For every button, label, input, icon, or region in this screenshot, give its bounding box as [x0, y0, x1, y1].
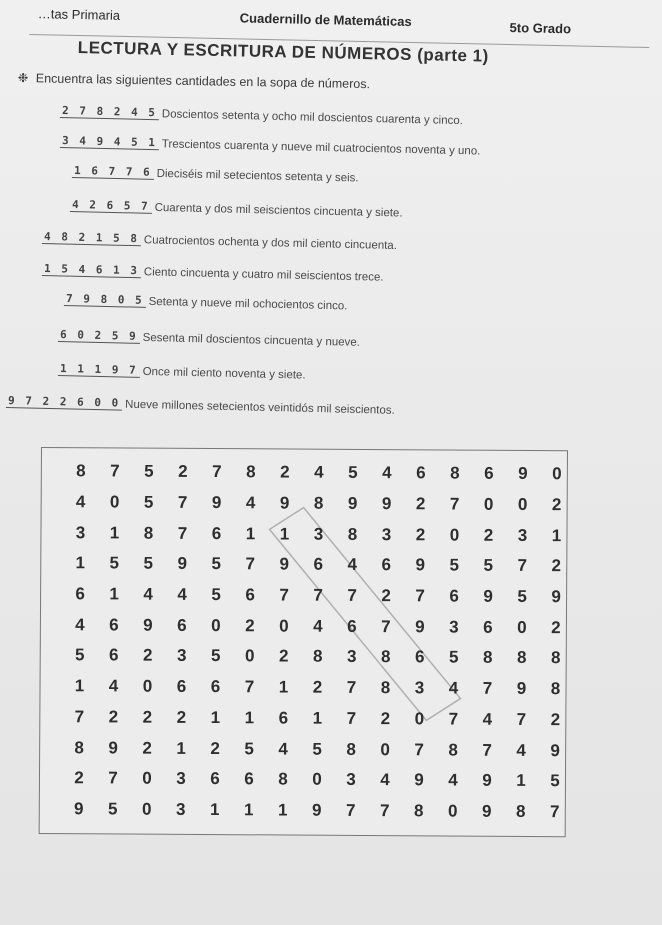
- item-text: Once mil ciento noventa y siete.: [142, 365, 306, 382]
- grid-cell[interactable]: 8: [246, 462, 256, 482]
- list-item: [6, 394, 395, 423]
- grid-cell[interactable]: 5: [244, 738, 254, 758]
- grid-cell[interactable]: 7: [177, 523, 188, 543]
- grid-cell[interactable]: 2: [483, 525, 494, 545]
- page-title: LECTURA Y ESCRITURA DE NÚMEROS (parte 1): [77, 38, 489, 66]
- grid-cell[interactable]: 7: [345, 800, 356, 820]
- grid-cell[interactable]: 5: [211, 554, 222, 574]
- list-item: [72, 164, 359, 190]
- grid-cell[interactable]: 3: [346, 647, 357, 667]
- grid-cell[interactable]: 4: [448, 678, 459, 698]
- grid-cell[interactable]: 7: [212, 462, 222, 482]
- grid-cell[interactable]: 7: [346, 678, 357, 698]
- grid-cell[interactable]: 2: [312, 677, 323, 697]
- grid-cell[interactable]: 7: [108, 768, 118, 788]
- grid-cell[interactable]: 2: [551, 495, 562, 515]
- grid-cell[interactable]: 1: [279, 524, 290, 544]
- item-text: Dieciséis mil setecientos setenta y seis.: [156, 167, 359, 185]
- grid-cell[interactable]: 7: [245, 554, 256, 574]
- grid-cell[interactable]: 8: [313, 493, 324, 513]
- grid-cell[interactable]: 8: [76, 461, 86, 481]
- grid-cell[interactable]: 9: [177, 554, 188, 574]
- item-text: Setenta y nueve mil ochocientos cinco.: [148, 295, 348, 313]
- grid-cell[interactable]: 9: [415, 555, 426, 575]
- grid-cell[interactable]: 6: [278, 708, 289, 728]
- grid-cell[interactable]: 2: [380, 708, 391, 728]
- grid-cell[interactable]: 1: [516, 771, 526, 791]
- grid-cell[interactable]: 0: [244, 646, 255, 666]
- grid-cell[interactable]: 7: [346, 708, 357, 728]
- list-item: [64, 292, 348, 318]
- grid-cell[interactable]: 3: [176, 646, 187, 666]
- grid-cell[interactable]: 0: [211, 615, 221, 635]
- grid-cell[interactable]: 3: [381, 524, 392, 544]
- grid-cell[interactable]: 1: [109, 523, 120, 543]
- grid-cell[interactable]: 9: [482, 770, 492, 790]
- grid-cell[interactable]: 6: [483, 617, 493, 637]
- grid-cell[interactable]: 0: [109, 492, 120, 512]
- grid-cell[interactable]: 8: [550, 648, 561, 668]
- grid-cell[interactable]: 6: [244, 769, 254, 789]
- grid-cell[interactable]: 2: [381, 586, 391, 606]
- instruction: [18, 70, 618, 95]
- grid-cell[interactable]: 9: [381, 494, 392, 514]
- grid-cell[interactable]: 8: [515, 801, 526, 821]
- grid-cell[interactable]: 9: [414, 770, 424, 790]
- grid-cell[interactable]: 5: [448, 647, 459, 668]
- number-search-grid: [39, 447, 568, 837]
- grid-cell[interactable]: 9: [311, 800, 322, 820]
- grid-cell[interactable]: 1: [75, 553, 86, 573]
- grid-cell[interactable]: 3: [313, 524, 324, 544]
- grid-cell[interactable]: 0: [449, 525, 460, 545]
- grid-cell[interactable]: 6: [211, 523, 222, 543]
- grid-cell[interactable]: 7: [110, 461, 120, 481]
- grid-cell[interactable]: 1: [209, 799, 220, 820]
- grid-cell[interactable]: 8: [74, 737, 84, 757]
- grid-cell[interactable]: 0: [517, 494, 528, 515]
- answer-blank[interactable]: 3 4 9 4 5 1: [60, 134, 159, 150]
- grid-cell[interactable]: 8: [516, 648, 527, 668]
- grid-cell[interactable]: 9: [347, 493, 358, 513]
- grid-cell[interactable]: 8: [413, 801, 424, 821]
- grid-cell[interactable]: 5: [144, 461, 154, 482]
- grid-cell[interactable]: 9: [551, 587, 561, 607]
- grid-cell[interactable]: 6: [109, 615, 119, 635]
- list-item: [42, 262, 384, 290]
- grid-cell[interactable]: 7: [347, 585, 357, 606]
- list-item: [42, 230, 397, 258]
- grid-cell[interactable]: 5: [210, 646, 221, 666]
- grid-cell[interactable]: 0: [414, 709, 425, 729]
- grid-cells: [62, 456, 574, 827]
- grid-cell[interactable]: 3: [75, 522, 86, 542]
- grid-cell[interactable]: 1: [74, 676, 85, 696]
- grid-cell[interactable]: 6: [416, 463, 426, 483]
- grid-cell[interactable]: 2: [278, 646, 289, 666]
- grid-cell[interactable]: 4: [245, 493, 256, 513]
- grid-cell[interactable]: 2: [108, 707, 119, 727]
- answer-blank[interactable]: 4 8 2 1 5 8: [42, 230, 141, 246]
- grid-cell[interactable]: 4: [278, 738, 288, 759]
- grid-cell[interactable]: 3: [414, 678, 425, 698]
- grid-cell[interactable]: 6: [176, 676, 187, 697]
- grid-cell[interactable]: 5: [483, 556, 494, 576]
- grid-cell[interactable]: 4: [482, 709, 493, 729]
- item-text: Cuarenta y dos mil seiscientos cincuenta y siete.: [154, 201, 403, 220]
- grid-cell[interactable]: 4: [516, 740, 526, 760]
- grid-cell[interactable]: 4: [380, 770, 390, 790]
- grid-cell[interactable]: 5: [312, 739, 322, 759]
- grid-cell[interactable]: 9: [279, 493, 290, 513]
- grid-cell[interactable]: 0: [552, 464, 562, 484]
- grid-cell[interactable]: 7: [482, 678, 493, 698]
- grid-cell[interactable]: 7: [244, 677, 255, 697]
- grid-cell[interactable]: 7: [381, 616, 391, 636]
- grid-cell[interactable]: 7: [415, 586, 425, 606]
- grid-cell[interactable]: 2: [550, 709, 561, 730]
- grid-cell[interactable]: 5: [143, 492, 154, 512]
- flower-bullet-icon: ❉: [17, 70, 29, 86]
- grid-cell[interactable]: 2: [142, 646, 153, 666]
- grid-cell[interactable]: 3: [175, 799, 186, 819]
- grid-cell[interactable]: 5: [74, 645, 85, 665]
- grid-cell[interactable]: 9: [518, 464, 528, 484]
- answer-blank[interactable]: 1 1 1 9 7: [58, 362, 140, 378]
- item-text: Sesenta mil doscientos cincuenta y nueve.: [142, 331, 361, 349]
- grid-cell[interactable]: 2: [74, 768, 84, 788]
- grid-cell[interactable]: 7: [517, 556, 528, 576]
- grid-cell[interactable]: 7: [177, 492, 188, 512]
- grid-cell[interactable]: 9: [279, 554, 290, 574]
- grid-cell[interactable]: 6: [484, 464, 494, 484]
- grid-cell[interactable]: 9: [143, 615, 153, 635]
- answer-blank[interactable]: 1 5 4 6 1 3: [42, 262, 141, 278]
- header-grade: 5to Grado: [509, 20, 572, 37]
- grid-cell[interactable]: 3: [449, 617, 459, 637]
- grid-cell[interactable]: 4: [382, 463, 392, 483]
- grid-cell[interactable]: 7: [279, 585, 289, 605]
- grid-cell[interactable]: 4: [143, 584, 153, 604]
- grid-cell[interactable]: 3: [346, 770, 356, 790]
- grid-cell[interactable]: 5: [107, 799, 118, 819]
- grid-cell[interactable]: 6: [313, 555, 324, 575]
- grid-cell[interactable]: 8: [346, 739, 356, 759]
- grid-cell[interactable]: 0: [312, 769, 322, 789]
- grid-cell[interactable]: 1: [277, 800, 288, 820]
- grid-cell[interactable]: 4: [108, 676, 119, 696]
- grid-cell[interactable]: 0: [447, 801, 458, 821]
- grid-cell[interactable]: 4: [448, 770, 458, 790]
- grid-cell[interactable]: 2: [210, 738, 220, 758]
- grid-cell[interactable]: 7: [549, 802, 560, 822]
- grid-cell[interactable]: 8: [550, 679, 561, 699]
- grid-cell[interactable]: 5: [348, 463, 358, 483]
- grid-cell[interactable]: 2: [415, 525, 426, 545]
- grid-cell[interactable]: 9: [108, 737, 118, 758]
- grid-cell[interactable]: 0: [141, 799, 152, 819]
- grid-cell[interactable]: 8: [143, 523, 154, 543]
- answer-blank[interactable]: 6 0 2 5 9: [58, 328, 140, 344]
- grid-cell[interactable]: 2: [178, 462, 188, 482]
- grid-cell[interactable]: 2: [280, 462, 290, 482]
- grid-cell[interactable]: 2: [142, 738, 152, 758]
- grid-cell[interactable]: 7: [448, 709, 459, 729]
- grid-cell[interactable]: 6: [177, 615, 187, 635]
- grid-cell[interactable]: 2: [551, 617, 561, 637]
- grid-cell[interactable]: 4: [75, 614, 85, 635]
- grid-cell[interactable]: 8: [450, 463, 460, 483]
- grid-cell[interactable]: 6: [210, 769, 220, 789]
- grid-cell[interactable]: 9: [481, 801, 492, 821]
- item-text: Doscientos setenta y ocho mil doscientos cuarenta y cinco.: [161, 108, 464, 128]
- grid-cell[interactable]: 2: [415, 494, 426, 514]
- grid-cell[interactable]: 6: [347, 616, 357, 636]
- grid-cell[interactable]: 6: [210, 677, 221, 697]
- grid-cell[interactable]: 4: [177, 584, 187, 604]
- grid-cell[interactable]: 7: [74, 707, 85, 727]
- grid-cell[interactable]: 0: [142, 676, 153, 696]
- item-text: Trescientos cuarenta y nueve mil cuatrocientos noventa y uno.: [161, 138, 481, 158]
- answer-blank[interactable]: 9 7 2 2 6 0 0: [6, 394, 122, 411]
- grid-cell[interactable]: 5: [449, 555, 460, 575]
- list-item: [58, 328, 360, 355]
- grid-cell[interactable]: 9: [550, 740, 560, 760]
- grid-cell[interactable]: 7: [313, 585, 323, 605]
- grid-cell[interactable]: 6: [381, 555, 392, 575]
- grid-cell[interactable]: 6: [75, 584, 85, 604]
- grid-cell[interactable]: 9: [483, 586, 493, 606]
- grid-cell[interactable]: 5: [517, 587, 527, 607]
- grid-cell[interactable]: 7: [482, 740, 492, 760]
- grid-cell[interactable]: 8: [312, 647, 323, 667]
- grid-cell[interactable]: 9: [516, 679, 527, 699]
- header-school-level: …tas Primaria: [37, 6, 121, 23]
- grid-cell[interactable]: 1: [278, 677, 289, 697]
- instruction-text: Encuentra las siguientes cantidades en la sopa de números.: [35, 71, 371, 92]
- grid-cell[interactable]: 5: [109, 553, 120, 573]
- grid-cell[interactable]: 9: [73, 799, 84, 819]
- grid-cell[interactable]: 1: [243, 800, 254, 820]
- item-text: Cuatrocientos ochenta y dos mil ciento cincuenta.: [143, 234, 398, 253]
- grid-cell[interactable]: 2: [551, 556, 562, 576]
- grid-cell[interactable]: 0: [279, 616, 289, 636]
- grid-cell[interactable]: 0: [483, 494, 494, 514]
- grid-cell[interactable]: 4: [75, 492, 86, 512]
- grid-cell[interactable]: 8: [448, 740, 458, 760]
- answer-blank[interactable]: 1 6 7 7 6: [72, 164, 154, 180]
- grid-cell[interactable]: 7: [379, 800, 390, 821]
- grid-cell[interactable]: 8: [380, 678, 391, 698]
- answer-blank[interactable]: 7 9 8 0 5: [64, 292, 146, 308]
- grid-cell[interactable]: 6: [414, 647, 425, 667]
- grid-cell[interactable]: 1: [312, 708, 323, 728]
- grid-cell[interactable]: 5: [143, 554, 154, 574]
- grid-cell[interactable]: 0: [517, 617, 527, 637]
- grid-cell[interactable]: 1: [210, 707, 221, 727]
- list-item: [60, 104, 463, 133]
- grid-cell[interactable]: 5: [211, 585, 221, 605]
- grid-cell[interactable]: 6: [449, 586, 459, 606]
- grid-cell[interactable]: 9: [211, 493, 222, 513]
- grid-cell[interactable]: 7: [414, 739, 424, 759]
- grid-cell[interactable]: 6: [108, 645, 119, 665]
- grid-cell[interactable]: 8: [347, 524, 358, 544]
- grid-cell[interactable]: 0: [142, 768, 152, 788]
- grid-cell[interactable]: 1: [109, 584, 119, 604]
- item-text: Nueve millones setecientos veintidós mil seiscientos.: [124, 398, 395, 417]
- answer-blank[interactable]: 2 7 8 2 4 5: [60, 104, 159, 120]
- list-item: [60, 134, 481, 164]
- grid-cell[interactable]: 8: [278, 769, 288, 789]
- grid-cell[interactable]: 7: [516, 709, 527, 729]
- grid-cell[interactable]: 1: [244, 708, 255, 728]
- grid-cell[interactable]: 0: [380, 739, 390, 759]
- grid-cell[interactable]: 5: [550, 771, 560, 791]
- grid-cell[interactable]: 1: [176, 738, 186, 758]
- grid-cell[interactable]: 4: [313, 616, 323, 636]
- grid-cell[interactable]: 6: [245, 585, 255, 605]
- grid-cell[interactable]: 9: [415, 617, 425, 637]
- grid-cell[interactable]: 4: [347, 555, 358, 575]
- grid-cell[interactable]: 1: [245, 523, 256, 544]
- item-text: Ciento cincuenta y cuatro mil seiscientos trece.: [143, 266, 384, 284]
- grid-cell[interactable]: 2: [245, 616, 255, 636]
- list-item: [70, 198, 403, 226]
- grid-cell[interactable]: 3: [176, 769, 186, 789]
- grid-cell[interactable]: 4: [314, 463, 324, 483]
- header-subject: Cuadernillo de Matemáticas: [239, 10, 412, 29]
- grid-cell[interactable]: 2: [142, 707, 153, 727]
- answer-blank[interactable]: 4 2 6 5 7: [70, 198, 152, 214]
- grid-cell[interactable]: 1: [551, 525, 562, 545]
- list-item: [58, 362, 306, 388]
- grid-cell[interactable]: 7: [449, 494, 460, 514]
- grid-cell[interactable]: 8: [482, 648, 493, 668]
- grid-cell[interactable]: 8: [380, 647, 391, 667]
- grid-cell[interactable]: 3: [517, 525, 528, 545]
- grid-cell[interactable]: 2: [176, 707, 187, 727]
